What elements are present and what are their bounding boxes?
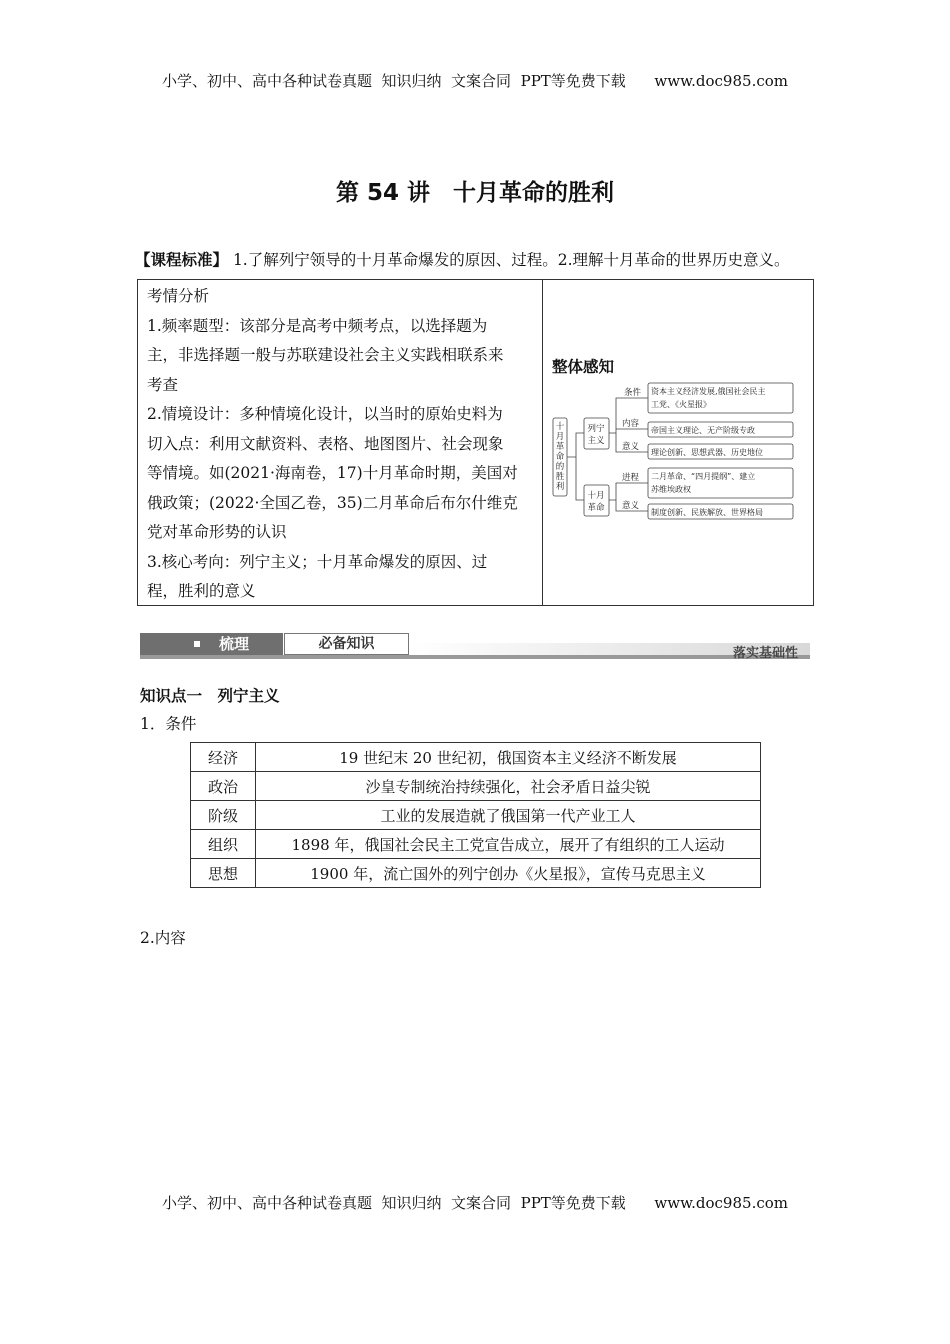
table-value: 19 世纪末 20 世纪初，俄国资本主义经济不断发展 — [256, 743, 761, 772]
root-char: 利 — [555, 482, 565, 492]
banner-right-label: 落实基础性 — [732, 646, 798, 661]
tag-meaning: 意义 — [622, 501, 640, 511]
tag-condition: 条件 — [624, 388, 642, 398]
root-label — [556, 421, 565, 492]
analysis-line: 党对革命形势的认识 — [147, 523, 287, 541]
exam-analysis — [147, 282, 537, 607]
knowledge-point-heading: 知识点一 列宁主义 — [140, 687, 280, 705]
analysis-overview-box — [137, 279, 814, 606]
section-banner — [140, 633, 810, 661]
root-char: 月 — [555, 432, 565, 442]
square-bullet-icon — [194, 641, 200, 647]
branch-label: 主义 — [587, 436, 605, 446]
table-row — [191, 859, 761, 888]
course-standard — [135, 248, 825, 270]
analysis-line: 等情境。如(2021·海南卷，17)十月革命时期，美国对 — [147, 464, 518, 482]
banner-left — [140, 633, 283, 655]
branch-label: 革命 — [587, 503, 605, 513]
table-value: 1898 年，俄国社会民主工党宣告成立，展开了有组织的工人运动 — [256, 830, 761, 859]
course-standard-text: 1.了解列宁领导的十月革命爆发的原因、过程。2.理解十月革命的世界历史意义。 — [228, 251, 790, 269]
analysis-line: 俄政策；(2022·全国乙卷，35)二月革命后布尔什维克 — [147, 493, 518, 512]
table-row — [191, 743, 761, 772]
root-connector — [567, 433, 584, 500]
banner-strip — [140, 655, 810, 659]
leaf-text: 工党、《火星报》 — [651, 400, 711, 409]
table-row — [191, 772, 761, 801]
analysis-line: 2.情境设计：多种情境化设计，以当时的原始史料为 — [147, 405, 503, 423]
tag-meaning: 意义 — [622, 442, 640, 452]
root-char: 命 — [555, 452, 565, 462]
table-key: 阶级 — [191, 801, 256, 830]
table-key: 组织 — [191, 830, 256, 859]
analysis-line: 程，胜利的意义 — [147, 582, 256, 600]
page-header: 小学、初中、高中各种试卷真题 知识归纳 文案合同 PPT等免费下载 www.doc985.com — [161, 72, 788, 90]
page-footer: 小学、初中、高中各种试卷真题 知识归纳 文案合同 PPT等免费下载 www.doc985.com — [161, 1194, 788, 1212]
root-char: 革 — [555, 442, 565, 452]
page-title: 第 54 讲 十月革命的胜利 — [335, 180, 615, 206]
root-char: 胜 — [555, 472, 565, 482]
course-standard-label: 【课程标准】 — [135, 251, 229, 269]
table-value: 工业的发展造就了俄国第一代产业工人 — [256, 801, 761, 830]
table-key: 经济 — [191, 743, 256, 772]
branch-label: 列宁 — [587, 424, 605, 434]
table-row — [191, 801, 761, 830]
section-heading-conditions: 1．条件 — [140, 715, 197, 733]
leaf-text: 制度创新、民族解放、世界格局 — [651, 508, 763, 517]
overview-heading: 整体感知 — [552, 358, 615, 376]
leaf-text: 二月革命、“四月提纲”、建立 — [651, 472, 756, 481]
section-heading-content: 2.内容 — [140, 929, 186, 947]
analysis-heading: 考情分析 — [147, 287, 210, 305]
table-key: 思想 — [191, 859, 256, 888]
tag-process: 进程 — [622, 473, 640, 483]
leaf-text: 理论创新、思想武器、历史地位 — [651, 448, 763, 457]
leaf-text: 苏维埃政权 — [651, 485, 691, 494]
banner-middle-label: 必备知识 — [284, 633, 409, 655]
root-char: 十 — [555, 422, 565, 432]
analysis-line: 考查 — [147, 375, 179, 394]
analysis-line: 1.频率题型：该部分是高考中频考点，以选择题为 — [147, 316, 488, 335]
leaf-text: 帝国主义理论、无产阶级专政 — [651, 426, 755, 435]
root-char: 的 — [555, 462, 565, 472]
leaf-text: 资本主义经济发展,俄国社会民主 — [651, 387, 766, 396]
table-value: 沙皇专制统治持续强化，社会矛盾日益尖锐 — [256, 772, 761, 801]
table-key: 政治 — [191, 772, 256, 801]
overview-mindmap — [546, 380, 806, 525]
analysis-line: 切入点：利用文献资料、表格、地图图片、社会现象 — [147, 434, 504, 453]
table-row — [191, 830, 761, 859]
analysis-line: 3.核心考向：列宁主义；十月革命爆发的原因、过 — [147, 552, 488, 571]
conditions-table — [190, 742, 761, 888]
box-divider — [542, 280, 543, 605]
tag-content: 内容 — [622, 419, 640, 429]
banner-left-label: 梳理 — [219, 635, 250, 653]
analysis-line: 主，非选择题一般与苏联建设社会主义实践相联系来 — [147, 346, 504, 364]
table-value: 1900 年，流亡国外的列宁创办《火星报》，宣传马克思主义 — [256, 859, 761, 888]
branch-label: 十月 — [587, 491, 605, 501]
